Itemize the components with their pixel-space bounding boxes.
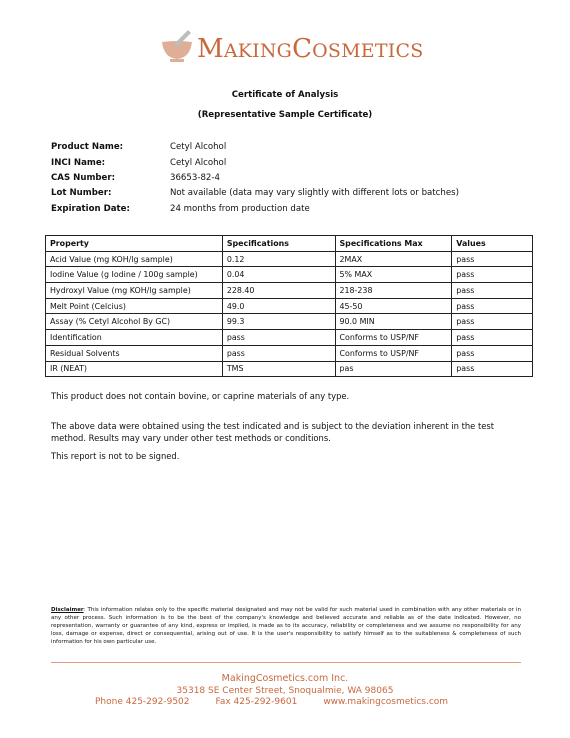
disclaimer — [51, 606, 521, 646]
table-cell: 218-238 — [335, 283, 452, 299]
table-cell: Identification — [46, 330, 223, 346]
document-title: Certificate of Analysis — [231, 90, 339, 100]
info-label: Product Name: — [51, 142, 124, 152]
table-cell: 49.0 — [222, 298, 335, 314]
table-row — [46, 345, 533, 361]
table-cell: Conforms to USP/NF — [335, 330, 452, 346]
table-cell: 90.0 MIN — [335, 314, 452, 330]
table-row — [46, 283, 533, 299]
table-cell: Conforms to USP/NF — [335, 345, 452, 361]
footer-contact — [95, 697, 474, 707]
table-row — [46, 361, 533, 377]
table-cell: pass — [452, 283, 533, 299]
table-cell: pass — [452, 267, 533, 283]
info-label: INCI Name: — [51, 158, 106, 168]
info-value: Cetyl Alcohol — [170, 158, 227, 168]
footer-company: MakingCosmetics.com Inc. — [221, 673, 349, 684]
specifications-table — [45, 235, 533, 377]
table-cell: pass — [452, 314, 533, 330]
table-cell: 99.3 — [222, 314, 335, 330]
table-cell: 0.12 — [222, 251, 335, 267]
footer-divider — [51, 662, 521, 663]
table-cell: pass — [222, 330, 335, 346]
table-cell: pass — [222, 345, 335, 361]
table-cell: Residual Solvents — [46, 345, 223, 361]
table-row — [46, 251, 533, 267]
footer-address: 35318 SE Center Street, Snoqualmie, WA 98065 — [176, 686, 394, 696]
footer-phone: Phone 425-292-9502 — [95, 697, 190, 707]
info-value: Not available (data may vary slightly with different lots or batches) — [170, 188, 459, 198]
brand-name: MAKINGCOSMETICS — [197, 34, 424, 64]
table-cell: 2MAX — [335, 251, 452, 267]
table-cell: pass — [452, 298, 533, 314]
info-label: CAS Number: — [51, 173, 116, 183]
info-label: Lot Number: — [51, 188, 112, 198]
table-cell: 5% MAX — [335, 267, 452, 283]
column-header: Specifications Max — [335, 236, 452, 252]
info-value: 36653-82-4 — [170, 173, 220, 183]
table-cell: pass — [452, 330, 533, 346]
disclaimer-label: Disclaimer — [51, 607, 84, 613]
footer-fax: Fax 425-292-9601 — [215, 697, 298, 707]
table-cell: pas — [335, 361, 452, 377]
column-header: Values — [452, 236, 533, 252]
column-header: Property — [46, 236, 223, 252]
note-test-deviation: The above data were obtained using the test indicated and is subject to the deviation inherent in the test method. Results may vary under other test methods or conditions. — [51, 421, 495, 443]
table-cell: 228.40 — [222, 283, 335, 299]
footer-website[interactable]: www.makingcosmetics.com — [323, 697, 449, 707]
table-cell: Acid Value (mg KOH/lg sample) — [46, 251, 223, 267]
note-bovine-statement: This product does not contain bovine, or caprine materials of any type. — [51, 391, 350, 401]
info-label: Expiration Date: — [51, 204, 130, 214]
document-subtitle: (Representative Sample Certificate) — [197, 110, 373, 120]
info-value: Cetyl Alcohol — [170, 142, 227, 152]
table-row — [46, 330, 533, 346]
table-cell: pass — [452, 345, 533, 361]
table-cell: TMS — [222, 361, 335, 377]
column-header: Specifications — [222, 236, 335, 252]
mortar-and-pestle-icon — [160, 28, 194, 66]
table-cell: IR (NEAT) — [46, 361, 223, 377]
table-cell: Melt Point (Celcius) — [46, 298, 223, 314]
table-row — [46, 298, 533, 314]
table-row — [46, 314, 533, 330]
table-cell: pass — [452, 361, 533, 377]
table-cell: 0.04 — [222, 267, 335, 283]
disclaimer-text: : This information relates only to the specific material designated and may not be valid for such material used in combination with any other materials or in any other process. Such information is to be the best of the company's knowledge and believed accurate and reliable as of the date indicated. However, no representation, warranty or guarantee of any kind, express or implied, is made as to its accuracy, reliability or completeness and we assume no responsibility for any loss, damage or expense, direct or consequential, arising out of use. It is the user's responsibility to satisfy himself as to the suitableness & completeness of such information for his own particular use. — [51, 607, 521, 645]
table-cell: 45-50 — [335, 298, 452, 314]
table-cell: Iodine Value (g Iodine / 100g sample) — [46, 267, 223, 283]
table-cell: Assay (% Cetyl Alcohol By GC) — [46, 314, 223, 330]
table-header-row — [46, 236, 533, 252]
table-cell: Hydroxyl Value (mg KOH/lg sample) — [46, 283, 223, 299]
note-not-signed: This report is not to be signed. — [51, 451, 180, 461]
info-value: 24 months from production date — [170, 204, 310, 214]
company-logo — [160, 24, 424, 72]
table-cell: pass — [452, 251, 533, 267]
table-row — [46, 267, 533, 283]
